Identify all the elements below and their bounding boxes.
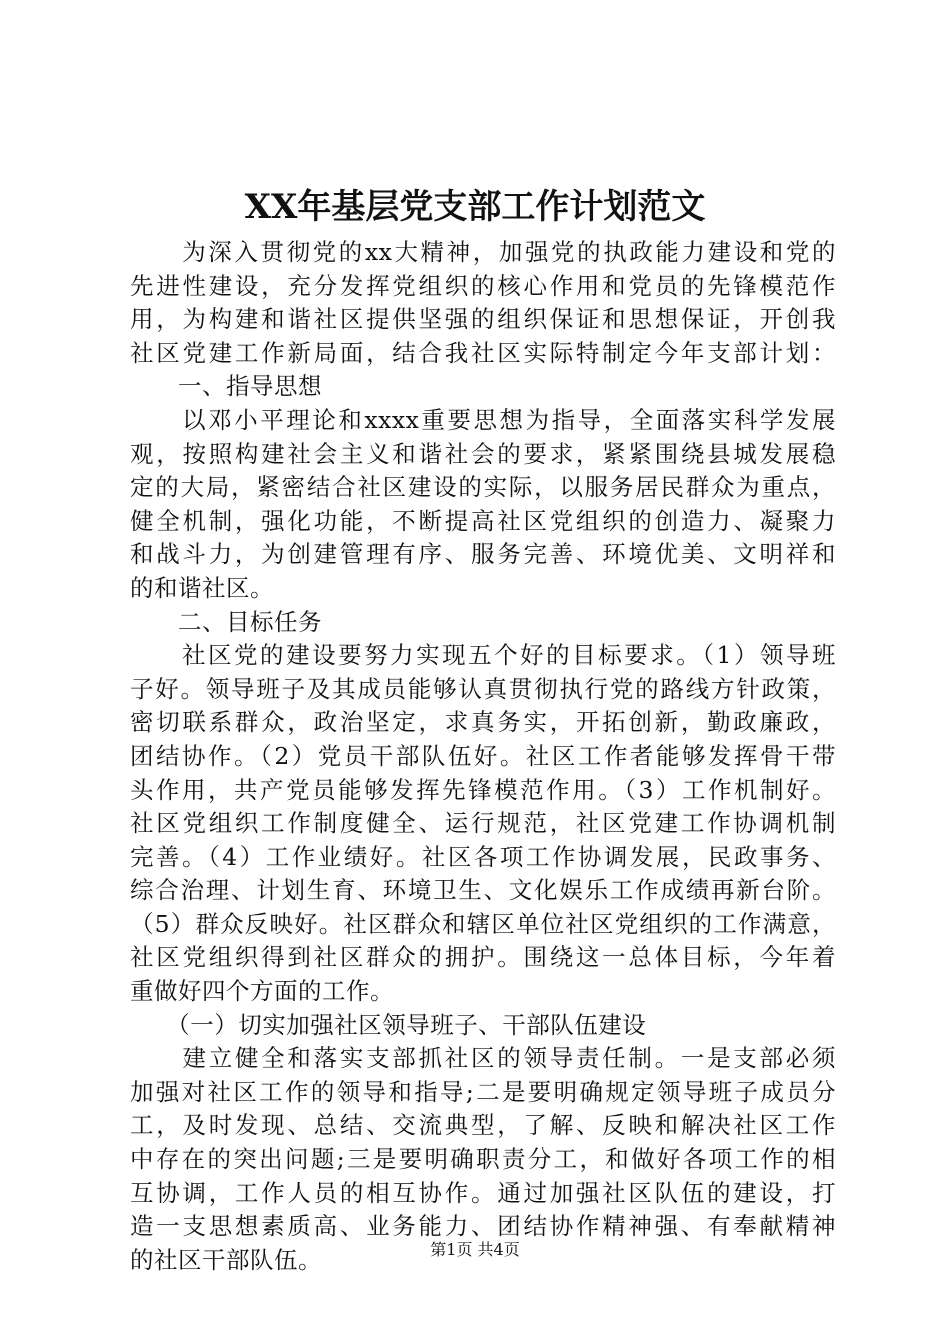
body-line: 重做好四个方面的工作。 [130,977,394,1006]
body-line: 观，按照构建社会主义和谐社会的要求，紧紧围绕县城发展稳 [130,439,836,468]
body-line: 健全机制，强化功能，不断提高社区党组织的创造力、凝聚力 [130,506,836,535]
body-line: 以邓小平理论和xxxx重要思想为指导，全面落实科学发展 [130,405,836,434]
section-heading: 一、指导思想 [130,372,322,401]
body-line: 加强对社区工作的领导和指导;二是要明确规定领导班子成员分 [130,1077,836,1106]
body-line: 建立健全和落实支部抓社区的领导责任制。一是支部必须 [130,1044,836,1073]
body-line: 头作用，共产党员能够发挥先锋模范作用。（3）工作机制好。 [130,775,836,804]
body-line: 工，及时发现、总结、交流典型，了解、反映和解决社区工作 [130,1111,836,1140]
body-line: 为深入贯彻党的xx大精神，加强党的执政能力建设和党的 [130,238,836,266]
body-line: 和战斗力，为创建管理有序、服务完善、环境优美、文明祥和 [130,540,836,569]
document-body [130,236,836,1277]
body-line: 综合治理、计划生育、环境卫生、文化娱乐工作成绩再新台阶。 [130,876,836,905]
body-line: 完善。（4）工作业绩好。社区各项工作协调发展，民政事务、 [130,842,836,871]
body-line: 定的大局，紧密结合社区建设的实际，以服务居民群众为重点， [130,473,836,502]
section-subheading: （一）切实加强社区领导班子、干部队伍建设 [130,1010,647,1039]
body-line: 社区党建工作新局面，结合我社区实际特制定今年支部计划： [130,338,836,367]
body-line: 造一支思想素质高、业务能力、团结协作精神强、有奉献精神 [130,1212,836,1241]
body-line: 先进性建设，充分发挥党组织的核心作用和党员的先锋模范作 [130,271,836,300]
body-line: 社区党组织得到社区群众的拥护。围绕这一总体目标，今年着 [130,943,836,972]
body-line: 互协调，工作人员的相互协作。通过加强社区队伍的建设，打 [130,1178,836,1207]
body-line: 密切联系群众，政治坚定，求真务实，开拓创新，勤政廉政， [130,708,836,737]
body-line: 用，为构建和谐社区提供坚强的组织保证和思想保证，开创我 [130,305,836,334]
body-line: 社区党组织工作制度健全、运行规范，社区党建工作协调机制 [130,809,836,838]
body-line: 的社区干部队伍。 [130,1245,322,1274]
body-line: 的和谐社区。 [130,573,274,602]
body-line: 中存在的突出问题;三是要明确职责分工，和做好各项工作的相 [130,1145,836,1174]
document-title: XX年基层党支部工作计划范文 [244,187,706,227]
body-line: （5）群众反映好。社区群众和辖区单位社区党组织的工作满意， [130,909,836,938]
body-line: 社区党的建设要努力实现五个好的目标要求。（1）领导班 [130,641,836,670]
body-line: 团结协作。（2）党员干部队伍好。社区工作者能够发挥骨干带 [130,741,836,770]
section-heading: 二、目标任务 [130,607,322,636]
body-line: 子好。领导班子及其成员能够认真贯彻执行党的路线方针政策， [130,674,836,703]
page-footer: 第1页 共4页 [430,1240,520,1259]
